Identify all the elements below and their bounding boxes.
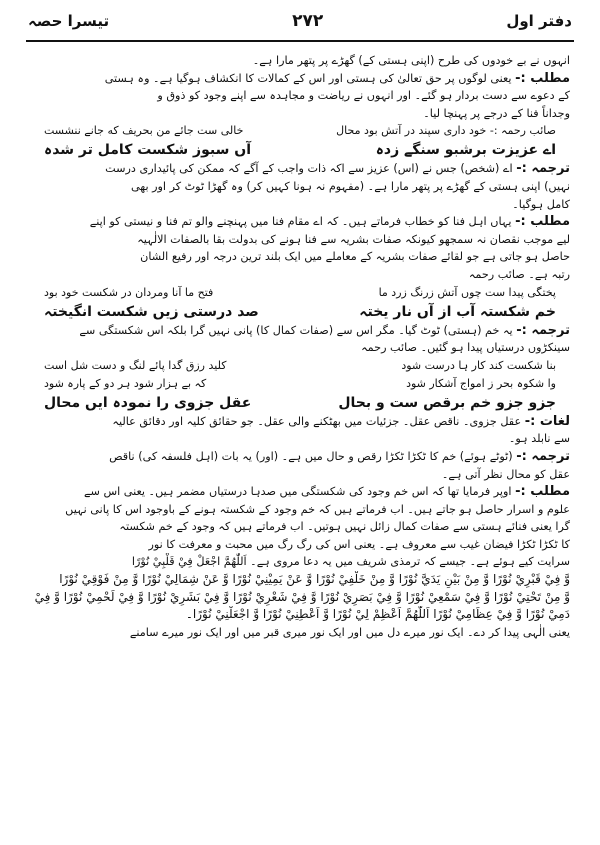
header-section: تیسرا حصہ xyxy=(28,12,110,30)
line-text: کامل ہوگیا۔ xyxy=(512,197,570,211)
text-line xyxy=(30,413,570,431)
verse-hemistich-left: کلید رزق گدا پائے لنگ و دست شل است xyxy=(44,358,227,372)
verse-line xyxy=(30,140,570,160)
line-text: اوپر فرمایا تھا کہ اس خم وجود کی شکستگی میں صدہا درستیاں مضمر ہیں۔ یعنی اس سے xyxy=(83,485,512,499)
line-text: نہیں) اپنی ہستی کے گھڑے پر پتھر مارا ہے۔ (مفہوم نہ ہونا کہیں کر) وہ گھڑا ٹوٹ کر اور بھی xyxy=(130,179,570,193)
section-label: لغات :- xyxy=(524,413,570,429)
text-line xyxy=(30,248,570,266)
verse-line xyxy=(30,284,570,302)
line-text: عقل کو محال نظر آتی ہے۔ xyxy=(441,467,570,481)
text-line xyxy=(30,87,570,105)
text-line xyxy=(30,518,570,536)
line-text: وَّ مِنْ تَحْتِيْ نُوْرًا وَّ فِيْ سَمْعِيْ نُوْرًا وَّ فِيْ بَصَرِيْ نُوْرًا وَّ فِيْ شَعْرِيْ نُوْرًا وَّ فِيْ بَشَرِيْ نُوْرًا وَّ فِيْ لَحْمِيْ نُوْرًا وَّ فِيْ xyxy=(34,589,570,604)
text-line xyxy=(30,624,570,642)
verse-hemistich-right: پختگی پیدا ست چوں آتش زرنگ زرد ما xyxy=(378,285,556,299)
verse-hemistich-left: آں سبوز شکست کامل تر شدہ xyxy=(44,142,251,159)
text-line xyxy=(30,466,570,484)
line-text: حاصل ہو جاتی ہے جو لقائے صفات بشریہ کے معاملے میں ایک بلند ترین درجہ اور رفیع الشان xyxy=(140,250,570,264)
verse-line xyxy=(30,393,570,413)
verse-hemistich-left: صد درستی زیں شکست انگیختہ xyxy=(44,303,259,320)
line-text: عقل جزوی۔ ناقص عقل۔ جزئیات میں بھٹکنے والی عقل۔ جو حقائق کلیہ اور دقائق عالیہ xyxy=(112,414,522,428)
arabic-prayer-line xyxy=(30,606,570,624)
section-label: ترجمہ :- xyxy=(516,161,570,177)
text-line xyxy=(30,536,570,554)
text-line xyxy=(30,483,570,501)
section-label: ترجمہ :- xyxy=(516,448,570,464)
verse-hemistich-right: خم شکستہ آب از آں نار یختہ xyxy=(359,303,556,320)
verse-hemistich-left: خالی ست جائے من بحریف که جانے ننشست xyxy=(44,124,244,138)
text-line xyxy=(30,213,570,231)
text-line xyxy=(30,448,570,466)
text-line xyxy=(30,266,570,284)
arabic-prayer-line xyxy=(30,589,570,607)
verse-hemistich-right: صائب رحمہ :- خود داری سپند در آتش بود محال xyxy=(336,124,556,138)
line-text: سے نابلد ہو۔ xyxy=(508,432,570,446)
line-text: یعنی الٰہی پیدا کر دے۔ ایک نور میرے دل میں اور ایک نور میری قبر میں اور ایک نور میرے سامنے xyxy=(129,625,570,639)
text-line xyxy=(30,553,570,571)
section-label: مطلب :- xyxy=(515,70,570,86)
verse-hemistich-right: بنا شکست کند کار ہا درست شود xyxy=(401,358,556,372)
verse-hemistich-left: فتح ما آنا ومردان در شکست خود بود xyxy=(44,285,214,299)
line-text: کے دعوے سے دست بردار ہو گئے۔ اور انہوں نے ریاضت و مجاہدہ سے اپنے وجود کو ذوق و xyxy=(157,89,570,103)
text-line xyxy=(30,52,570,70)
line-text: گرا یعنی فنائے ہستی سے صفات کمال زائل نہیں ہوتیں۔ اب فرماتے ہیں کہ وجود کے خم شکستہ xyxy=(119,520,570,534)
verse-hemistich-left: کہ بے ہزار شود ہر دو کے پارہ شود xyxy=(44,376,207,390)
text-line xyxy=(30,178,570,196)
line-text: سرایت کیے ہوئے ہے۔ جیسے کہ ترمذی شریف میں یہ دعا مروی ہے۔ اَللّٰهُمَّ اجْعَلْ فِيْ قَلْبِيْ نُوْرًا xyxy=(131,555,570,569)
verse-hemistich-right: جزو جزو خم برقص ست و بحال xyxy=(338,394,556,411)
page-header xyxy=(28,6,572,36)
header-book-volume: دفتر اول xyxy=(506,12,572,30)
line-text: یہ خم (ہستی) ٹوٹ گیا۔ مگر اس سے (صفات کمال کا) پانی نہیں گرا بلکہ اس شکستگی سے xyxy=(79,323,513,337)
text-line xyxy=(30,322,570,340)
page-number: ۲۷۲ xyxy=(292,11,324,31)
header-rule xyxy=(26,40,574,42)
line-text: سینکڑوں درستیاں پیدا ہو گئیں۔ صائب رحمہ xyxy=(361,341,570,355)
verse-line xyxy=(30,375,570,393)
line-text: کا ٹکڑا ٹکڑا فیضان غیب سے معروف ہے۔ یعنی اس کی رگ رگ میں محبت و معرفت کا نور xyxy=(148,537,570,551)
verse-line xyxy=(30,122,570,140)
verse-line xyxy=(30,302,570,322)
line-text: علوم و اسرار حاصل ہو جاتے ہیں۔ اب فرماتے ہیں کہ خم وجود کے شکستہ ہونے کے باوجود اس کا پانی نہیں xyxy=(65,502,570,516)
line-text: دَمِيْ نُوْرًا وَّ فِيْ عِظَامِيْ نُوْرًا اَللّٰهُمَّ اَعْظِمْ لِيْ نُوْرًا وَّ اَعْطِنِيْ نُوْرًا وَّ اجْعَلْنِيْ نُوْرًا۔ xyxy=(185,607,570,622)
line-text: یعنی لوگوں پر حق تعالیٰ کی ہستی اور اس کے کمالات کا انکشاف ہوگیا ہے۔ وہ ہستی xyxy=(104,71,512,85)
verse-hemistich-left: عقل جزوی را نمودہ ایں محال xyxy=(44,394,252,411)
section-label: ترجمہ :- xyxy=(516,322,570,338)
line-text: وَّ فِيْ قَبْرِيْ نُوْرًا وَّ مِنْ بَيْنِ يَدَيَّ نُوْرًا وَّ مِنْ خَلْفِيْ نُوْرًا وَّ عَنْ يَمِيْنِيْ نُوْرًا وَّ عَنْ شِمَالِيْ نُوْرًا وَّ مِنْ فَوْقِيْ نُوْرًا xyxy=(59,572,570,587)
text-line xyxy=(30,105,570,123)
text-line xyxy=(30,160,570,178)
line-text: اے (شخص) جس نے (اس) عزیز سے اکہ ذات واجب کے آگے کہ ممکن کی پائیداری درست xyxy=(105,162,513,176)
section-label: مطلب :- xyxy=(515,484,570,500)
line-text: (ٹوٹے ہوئے) خم کا ٹکڑا ٹکڑا رقص و حال میں ہے۔ (اور) یہ بات (اہل فلسفہ کی) ناقص xyxy=(109,449,513,463)
text-line xyxy=(30,339,570,357)
arabic-prayer-line xyxy=(30,571,570,589)
line-text: لیے موجب نقصان نہ سمجھو کیونکہ صفات بشریہ سے فنا ہونے کی بدولت بقا بالصفات الالٰہیہ xyxy=(137,232,570,246)
page-body xyxy=(30,52,570,829)
line-text: یہاں اہل فنا کو خطاب فرماتے ہیں۔ کہ اے مقام فنا میں پہنچنے والو تم فنا و نیستی کو اپنے xyxy=(89,215,512,229)
text-line xyxy=(30,501,570,519)
text-line xyxy=(30,196,570,214)
verse-hemistich-right: وا شکوہ بحر ز امواج آشکار شود xyxy=(406,376,556,390)
line-text: انہوں نے بے خودوں کی طرح (اپنی ہستی کے) گھڑے پر پتھر مارا ہے۔ xyxy=(252,54,570,67)
verse-hemistich-right: اے عزیزت برشبو سنگے زدہ xyxy=(375,142,556,159)
text-line xyxy=(30,231,570,249)
section-label: مطلب :- xyxy=(515,214,570,230)
text-line xyxy=(30,430,570,448)
line-text: وجداناً فنا کے درجے پر پہنچا لیا۔ xyxy=(423,106,570,120)
verse-line xyxy=(30,357,570,375)
line-text: رتبہ ہے۔ صائب رحمہ xyxy=(468,267,570,281)
text-line xyxy=(30,70,570,88)
